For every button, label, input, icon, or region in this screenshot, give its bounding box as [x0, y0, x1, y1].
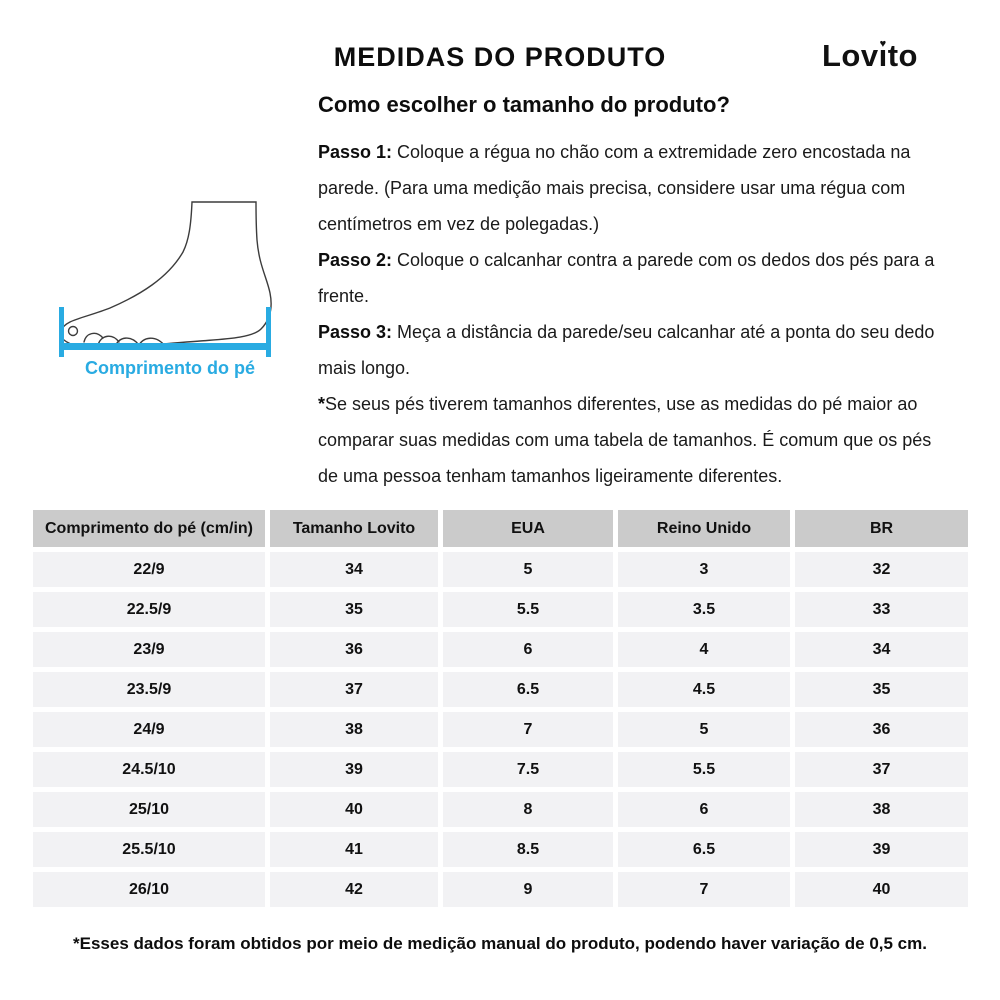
table-cell: 39	[795, 832, 968, 867]
table-cell: 40	[270, 792, 438, 827]
step-1-label: Passo 1:	[318, 142, 393, 162]
table-cell: 4	[618, 632, 790, 667]
brand-logo-right: to	[887, 38, 918, 73]
table-cell: 6	[443, 632, 613, 667]
measurement-disclaimer: *Esses dados foram obtidos por meio de medição manual do produto, podendo haver variação de 0,5 cm.	[73, 934, 927, 953]
column-header: Tamanho Lovito	[270, 510, 438, 547]
feet-difference-note	[318, 386, 950, 494]
step-3-text: Meça a distância da parede/seu calcanhar até a ponta do seu dedo mais longo.	[318, 322, 935, 378]
table-cell: 34	[795, 632, 968, 667]
asterisk: *	[318, 394, 326, 414]
column-header: Reino Unido	[618, 510, 790, 547]
measurement-cap-right	[266, 307, 271, 357]
column-header: BR	[795, 510, 968, 547]
table-cell: 5.5	[618, 752, 790, 787]
how-to-choose-section	[318, 92, 950, 494]
table-cell: 24/9	[33, 712, 265, 747]
table-cell: 8	[443, 792, 613, 827]
table-cell: 26/10	[33, 872, 265, 907]
table-cell: 6.5	[618, 832, 790, 867]
table-cell: 4.5	[618, 672, 790, 707]
table-cell: 37	[795, 752, 968, 787]
table-cell: 32	[795, 552, 968, 587]
table-cell: 41	[270, 832, 438, 867]
foot-outline-illustration	[40, 180, 300, 360]
table-cell: 35	[270, 592, 438, 627]
table-cell: 6	[618, 792, 790, 827]
foot-outline	[61, 202, 272, 348]
step-2-label: Passo 2:	[318, 250, 393, 270]
table-cell: 33	[795, 592, 968, 627]
table-cell: 25/10	[33, 792, 265, 827]
table-cell: 7	[618, 872, 790, 907]
brand-logo-heart-i: ı ♥	[879, 38, 888, 73]
table-cell: 39	[270, 752, 438, 787]
table-cell: 34	[270, 552, 438, 587]
table-cell: 40	[795, 872, 968, 907]
guide-heading: Como escolher o tamanho do produto?	[318, 92, 730, 117]
table-cell: 5	[443, 552, 613, 587]
table-cell: 36	[795, 712, 968, 747]
table-cell: 7	[443, 712, 613, 747]
table-cell: 7.5	[443, 752, 613, 787]
foot-length-label: Comprimento do pé	[85, 358, 255, 378]
measurement-cap-left	[59, 307, 64, 357]
table-cell: 35	[795, 672, 968, 707]
table-cell: 9	[443, 872, 613, 907]
table-cell: 25.5/10	[33, 832, 265, 867]
table-cell: 3	[618, 552, 790, 587]
table-cell: 23/9	[33, 632, 265, 667]
table-cell: 38	[795, 792, 968, 827]
table-cell: 22.5/9	[33, 592, 265, 627]
brand-logo	[822, 38, 918, 74]
page-title: MEDIDAS DO PRODUTO	[333, 42, 667, 72]
step-2-paragraph	[318, 242, 950, 314]
feet-difference-text: Se seus pés tiverem tamanhos diferentes, use as medidas do pé maior ao comparar suas medidas com uma tabela de tamanhos. É comum que os pés de uma pessoa tenham tamanhos ligeiramente diferentes.	[318, 394, 932, 486]
step-2-text: Coloque o calcanhar contra a parede com os dedos dos pés para a frente.	[318, 250, 935, 306]
brand-logo-left: Lov	[821, 38, 879, 73]
column-header: Comprimento do pé (cm/in)	[33, 510, 265, 547]
table-cell: 23.5/9	[33, 672, 265, 707]
step-3-label: Passo 3:	[318, 322, 393, 342]
foot-measurement-figure	[40, 180, 300, 379]
measurement-bar	[59, 343, 271, 350]
table-cell: 5.5	[443, 592, 613, 627]
table-cell: 24.5/10	[33, 752, 265, 787]
table-cell: 6.5	[443, 672, 613, 707]
table-cell: 42	[270, 872, 438, 907]
column-header: EUA	[443, 510, 613, 547]
table-cell: 38	[270, 712, 438, 747]
table-cell: 3.5	[618, 592, 790, 627]
table-cell: 37	[270, 672, 438, 707]
table-cell: 5	[618, 712, 790, 747]
step-3-paragraph	[318, 314, 950, 386]
size-table	[33, 510, 968, 907]
table-cell: 22/9	[33, 552, 265, 587]
table-cell: 36	[270, 632, 438, 667]
table-cell: 8.5	[443, 832, 613, 867]
step-1-text: Coloque a régua no chão com a extremidade zero encostada na parede. (Para uma medição mais precisa, considere usar uma régua com centímetros em vez de polegadas.)	[318, 142, 911, 234]
step-1-paragraph	[318, 134, 950, 242]
